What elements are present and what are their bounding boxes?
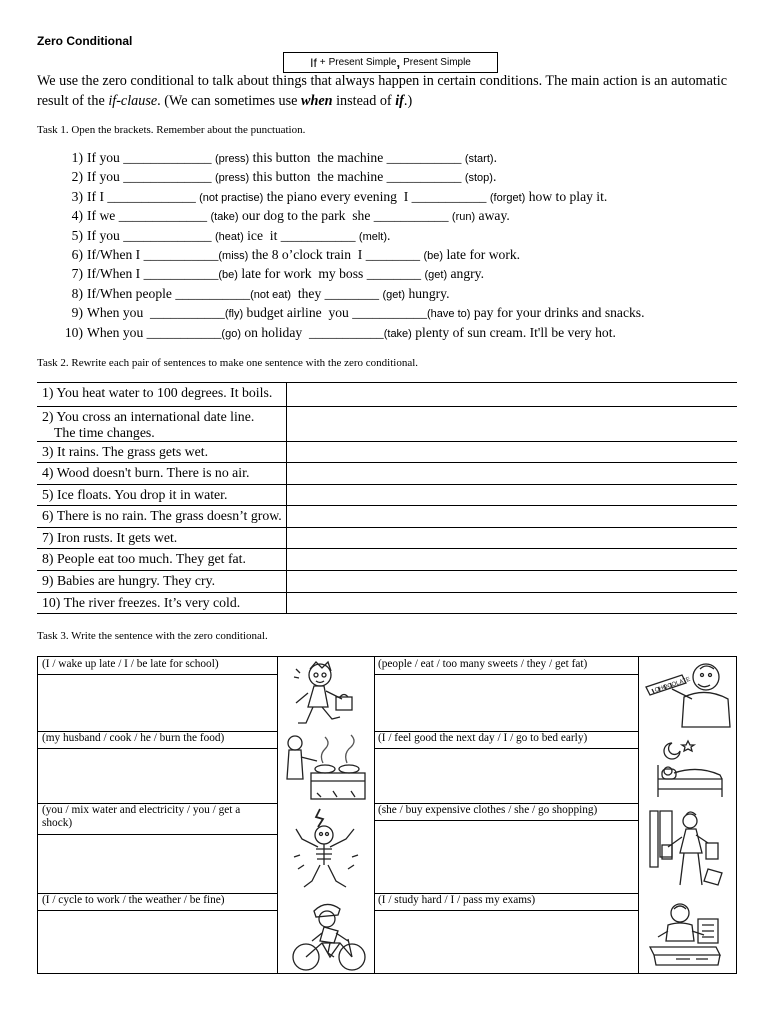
task2-row: [42, 487, 227, 503]
item-number: 6): [71, 246, 83, 262]
intro-if: if: [395, 93, 404, 109]
task1-item: [57, 325, 644, 344]
task1-item: [57, 150, 644, 169]
item-hint-1: (be): [218, 269, 238, 282]
late-boy-icon: [286, 659, 366, 729]
task2-sentence: 6) There is no rain. The grass doesn’t grow.: [42, 508, 282, 523]
task3-prompt: (she / buy expensive clothes / she / go shopping): [374, 803, 638, 821]
task2-answer-cell[interactable]: [324, 442, 736, 461]
task2-heading: Task 2. Rewrite each pair of sentences to make one sentence with the zero conditional.: [37, 357, 419, 369]
item-number: 4): [71, 208, 83, 224]
intro-text-3: instead of: [332, 93, 396, 109]
task3-prompt: (I / feel good the next day / I / go to bed early): [374, 731, 638, 749]
intro-text-2: . (We can sometimes use: [157, 93, 302, 109]
task3-prompt: (you / mix water and electricity / you / get a shock): [38, 803, 277, 835]
task3-answer-area[interactable]: [38, 749, 277, 803]
task3-answer-area[interactable]: [38, 911, 277, 973]
item-hint-2: (start): [464, 153, 494, 165]
task1-heading: Task 1. Open the brackets. Remember about the punctuation.: [37, 124, 306, 136]
item-number: 7): [71, 266, 83, 282]
item-text-a: If/When people ___________: [87, 285, 251, 301]
item-hint-2: (stop): [464, 172, 493, 185]
task2-row: [42, 595, 240, 611]
task2-answer-cell[interactable]: [324, 593, 736, 612]
task2-answer-cell[interactable]: [324, 549, 736, 569]
item-hint-1: (not practise): [199, 191, 264, 204]
item-text-c: .: [387, 227, 391, 243]
item-hint-1: (fly): [224, 308, 244, 321]
item-text-c: plenty of sun cream. It'll be very hot.: [411, 324, 616, 340]
item-hint-2: (get): [382, 288, 406, 301]
task3-prompt: (I / wake up late / I / be late for school): [38, 657, 277, 675]
item-text-c: late for work.: [443, 246, 521, 262]
task2-table: [37, 382, 737, 613]
task1-item: [57, 247, 644, 266]
task3-prompt: (I / cycle to work / the weather / be fine): [38, 893, 277, 911]
task2-row: [42, 508, 282, 524]
task2-sentence: 10) The river freezes. It’s very cold.: [42, 595, 241, 610]
formula-if: If: [310, 55, 317, 70]
item-hint-1: (not eat): [250, 288, 292, 301]
item-text-c: pay for your drinks and snacks.: [470, 305, 645, 321]
formula-box: [283, 52, 498, 73]
intro-text-1: We use the zero conditional to talk about things that always happen in certain conditions. The main action is an automatic result of the: [37, 73, 728, 109]
item-hint-1: (take): [210, 211, 239, 224]
item-text-a: If/When I ___________: [87, 246, 219, 262]
intro-text-4: .): [403, 93, 413, 109]
student-books-icon: [646, 897, 732, 973]
item-hint-2: (forget): [489, 191, 526, 204]
task2-sentence: 4) Wood doesn't burn. There is no air.: [42, 465, 250, 480]
chocolate-label: CHOCOLATE: [654, 676, 692, 694]
task2-sentence: 5) Ice floats. You drop it in water.: [42, 487, 228, 502]
formula-part2: Present Simple: [403, 57, 471, 68]
item-text-a: When you ___________: [87, 324, 222, 340]
task2-answer-cell[interactable]: [324, 506, 736, 526]
task2-row: [42, 465, 249, 481]
item-number: 8): [71, 285, 83, 301]
item-text-b: budget airline you ___________: [243, 305, 428, 321]
item-number: 5): [71, 227, 83, 243]
task3-answer-area[interactable]: [38, 835, 277, 893]
formula-part1: Present Simple: [328, 57, 397, 68]
item-number: 3): [71, 188, 83, 204]
task2-answer-cell[interactable]: [324, 528, 736, 547]
sleeping-bed-icon: [650, 735, 730, 801]
intro-when: when: [301, 93, 333, 109]
task1-item: [57, 189, 644, 208]
task2-row: [42, 385, 272, 401]
item-text-c: .: [493, 150, 497, 165]
task3-grid: [37, 656, 737, 974]
item-text-c: angry.: [447, 266, 484, 282]
task2-sentence: 7) Iron rusts. It gets wet.: [42, 530, 178, 545]
task2-row: [42, 573, 215, 589]
item-text-a: If you _____________: [87, 169, 215, 185]
item-text-b: the 8 o’clock train I ________: [248, 246, 424, 262]
item-number: 2): [71, 169, 83, 185]
item-text-b: our dog to the park she ___________: [238, 208, 452, 224]
task2-answer-cell[interactable]: [324, 571, 736, 591]
formula-plus: +: [319, 57, 326, 68]
task3-answer-area[interactable]: [38, 675, 277, 731]
task2-sentence: 9) Babies are hungry. They cry.: [42, 573, 216, 588]
item-number: 10): [64, 324, 83, 340]
task2-sentence-cont: The time changes.: [54, 425, 155, 440]
task1-item: [57, 208, 644, 227]
task1-item: [57, 228, 644, 247]
item-text-b: the piano every evening I ___________: [263, 188, 490, 204]
item-text-c: .: [492, 169, 497, 185]
intro-if-clause: if-clause: [108, 93, 158, 109]
item-text-a: When you ___________: [87, 305, 225, 321]
item-number: 1): [71, 150, 83, 165]
task2-row: [42, 551, 246, 567]
task3-answer-area[interactable]: [374, 675, 638, 731]
shopping-woman-icon: [646, 807, 732, 891]
task2-answer-cell[interactable]: [324, 383, 736, 405]
cooking-man-icon: [281, 733, 369, 801]
item-text-a: If we _____________: [87, 208, 211, 224]
item-hint-1: (press): [215, 153, 250, 165]
task3-answer-area[interactable]: [374, 911, 638, 973]
task1-list: [57, 150, 644, 344]
item-hint-1: (press): [215, 172, 250, 185]
electric-shock-icon: [290, 807, 362, 891]
task3-answer-area[interactable]: [374, 749, 638, 803]
task2-answer-cell[interactable]: [324, 463, 736, 483]
task3-prompt: (my husband / cook / he / burn the food): [38, 731, 277, 749]
item-text-b: they ________: [291, 285, 383, 301]
task2-sentence: 1) You heat water to 100 degrees. It boils.: [42, 385, 273, 400]
item-text-a: If you _____________: [87, 227, 215, 243]
task1-item: [57, 305, 644, 324]
task2-answer-cell[interactable]: [324, 407, 736, 440]
page-title: Zero Conditional: [37, 34, 133, 48]
item-hint-2: (take): [383, 327, 412, 340]
item-text-b: this button the machine ___________: [249, 169, 465, 185]
task1-item: [57, 286, 644, 305]
task2-sentence: 3) It rains. The grass gets wet.: [42, 444, 209, 459]
item-text-c: away.: [475, 208, 510, 224]
formula-comma: ,: [396, 55, 401, 70]
item-text-c: how to play it.: [525, 188, 608, 204]
item-number: 9): [71, 305, 83, 321]
task1-item: [57, 266, 644, 285]
task2-row: [42, 530, 177, 546]
item-text-b: this button the machine ___________: [249, 150, 465, 165]
item-text-a: If/When I ___________: [87, 266, 219, 282]
item-text-b: late for work my boss ________: [237, 266, 425, 282]
item-text-c: hungry.: [405, 285, 450, 301]
eating-man-icon: [642, 659, 736, 729]
task2-sentence: 8) People eat too much. They get fat.: [42, 551, 246, 566]
item-hint-2: (melt): [358, 230, 388, 243]
item-text-a: If I _____________: [87, 188, 200, 204]
item-hint-1: (heat): [215, 230, 244, 243]
task3-prompt: (I / study hard / I / pass my exams): [374, 893, 638, 911]
cyclist-icon: [290, 897, 368, 973]
task2-sentence: 2) You cross an international date line.: [42, 409, 255, 424]
item-hint-2: (run): [451, 211, 476, 224]
item-hint-2: (get): [424, 269, 448, 282]
item-text-b: ice it ___________: [243, 227, 359, 243]
item-hint-2: (have to): [427, 308, 471, 321]
task3-prompt: (people / eat / too many sweets / they / get fat): [374, 657, 638, 675]
task3-heading: Task 3. Write the sentence with the zero conditional.: [37, 630, 268, 642]
item-hint-1: (go): [221, 327, 241, 340]
item-text-a: If you _____________: [87, 150, 215, 165]
task1-item: [57, 169, 644, 188]
task3-answer-area[interactable]: [374, 821, 638, 893]
intro-paragraph: [37, 71, 737, 111]
task2-answer-cell[interactable]: [324, 485, 736, 504]
item-hint-2: (be): [423, 249, 444, 262]
item-text-b: on holiday ___________: [240, 324, 384, 340]
item-hint-1: (miss): [218, 249, 249, 262]
task2-row: [42, 444, 208, 460]
task2-row: [42, 409, 254, 441]
